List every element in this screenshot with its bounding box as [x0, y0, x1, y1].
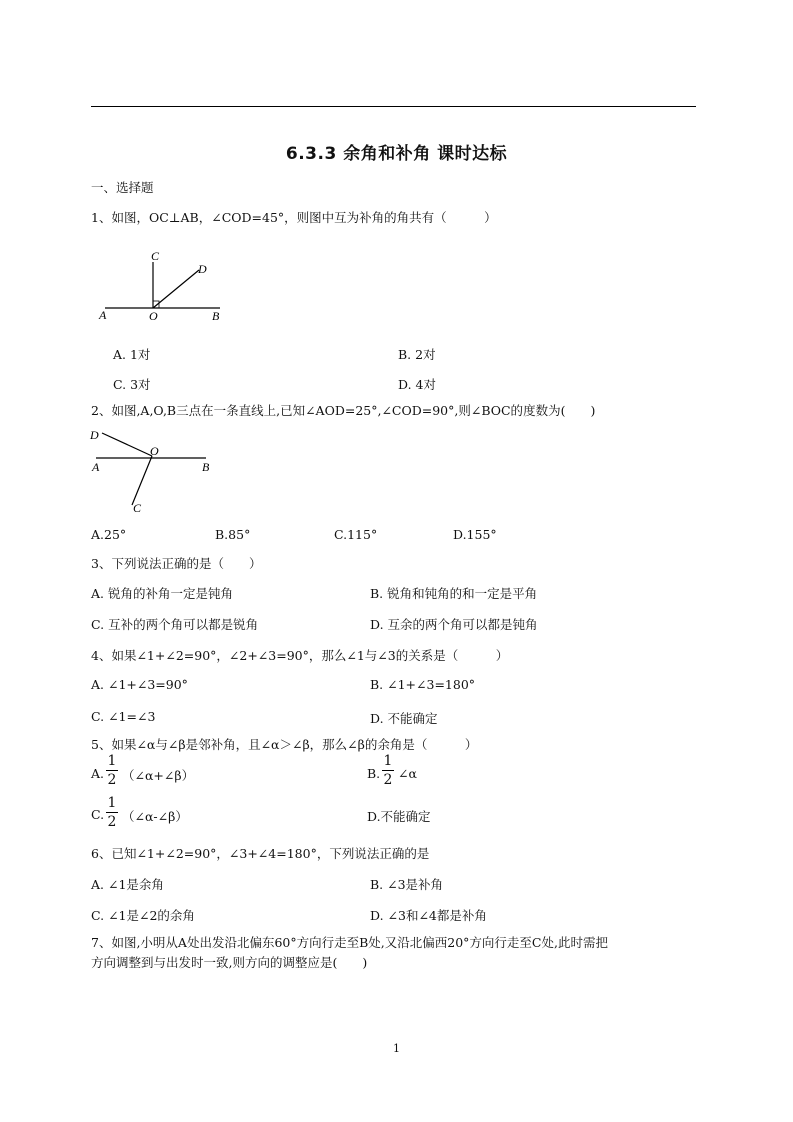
q2-label-d: D	[90, 428, 99, 442]
q2-option-c: C.115°	[334, 527, 378, 542]
fraction-bar	[106, 812, 118, 813]
fraction-denominator: 2	[383, 772, 393, 788]
q1-option-a: A. 1对	[113, 347, 151, 362]
q1-option-d: D. 4对	[398, 377, 436, 392]
q2-label-a: A	[92, 460, 100, 474]
fraction-numerator: 1	[107, 753, 117, 769]
q4-option-c: C. ∠1=∠3	[91, 709, 156, 724]
q4-option-a: A. ∠1+∠3=90°	[91, 677, 188, 692]
q5-option-d: D.不能确定	[367, 809, 431, 824]
q6-stem: 6、已知∠1+∠2=90°，∠3+∠4=180°，下列说法正确的是	[91, 846, 430, 861]
q3-option-b: B. 锐角和钝角的和一定是平角	[370, 586, 538, 601]
q5-option-a-prefix: A.	[91, 766, 105, 781]
q5-option-b-text: ∠α	[398, 766, 417, 781]
q5-option-c-prefix: C.	[91, 807, 105, 822]
q1-option-b: B. 2对	[398, 347, 436, 362]
q3-option-a: A. 锐角的补角一定是钝角	[91, 586, 233, 601]
q6-option-b: B. ∠3是补角	[370, 877, 444, 892]
fraction-bar	[382, 770, 394, 771]
q2-figure	[88, 425, 218, 517]
q2-label-o: O	[150, 444, 159, 458]
q1-label-c: C	[151, 249, 160, 263]
fraction-numerator: 1	[107, 795, 117, 811]
q2-label-c: C	[133, 501, 142, 515]
q7-stem-line2: 方向调整到与出发时一致,则方向的调整应是( )	[91, 955, 368, 970]
q2-label-b: B	[202, 460, 210, 474]
q5-stem: 5、如果∠α与∠β是邻补角，且∠α＞∠β，那么∠β的余角是（ ）	[91, 737, 478, 752]
q1-label-a: A	[99, 308, 107, 322]
section-heading: 一、选择题	[91, 180, 154, 195]
q7-stem-line1: 7、如图,小明从A处出发沿北偏东60°方向行走至B处,又沿北偏西20°方向行走至C处,此时需把	[91, 935, 608, 950]
q2-option-a: A.25°	[91, 527, 127, 542]
q6-option-c: C. ∠1是∠2的余角	[91, 908, 195, 923]
page-title: 6.3.3 余角和补角 课时达标	[285, 144, 508, 164]
fraction-denominator: 2	[107, 772, 117, 788]
q5-option-b-fraction	[382, 754, 394, 787]
q5-option-c-text: （∠α-∠β）	[122, 809, 188, 824]
q1-label-b: B	[212, 309, 220, 323]
q5-option-b-prefix: B.	[367, 766, 381, 781]
q3-option-c: C. 互补的两个角可以都是锐角	[91, 617, 259, 632]
q2-option-b: B.85°	[215, 527, 251, 542]
q6-option-a: A. ∠1是余角	[91, 877, 164, 892]
q1-option-c: C. 3对	[113, 377, 151, 392]
q2-option-d: D.155°	[453, 527, 497, 542]
q4-stem: 4、如果∠1+∠2=90°，∠2+∠3=90°，那么∠1与∠3的关系是（ ）	[91, 648, 509, 663]
fraction-numerator: 1	[383, 753, 393, 769]
fraction-bar	[106, 770, 118, 771]
q4-option-d: D. 不能确定	[370, 711, 438, 726]
q1-stem: 1、如图，OC⊥AB，∠COD=45°，则图中互为补角的角共有（ ）	[91, 210, 497, 225]
q4-option-b: B. ∠1+∠3=180°	[370, 677, 476, 692]
fraction-denominator: 2	[107, 814, 117, 830]
q3-option-d: D. 互余的两个角可以都是钝角	[370, 617, 538, 632]
q3-stem: 3、下列说法正确的是（ ）	[91, 556, 262, 571]
q2-stem: 2、如图,A,O,B三点在一条直线上,已知∠AOD=25°,∠COD=90°,则∠BOC的度数为( )	[91, 403, 596, 418]
q5-option-a-fraction	[106, 754, 118, 787]
q5-option-a-text: （∠α+∠β）	[122, 768, 195, 783]
page-number: 1	[393, 1042, 400, 1055]
header-rule	[91, 106, 696, 107]
q1-figure	[95, 246, 230, 326]
q1-label-o: O	[149, 309, 158, 323]
q1-label-d: D	[198, 262, 207, 276]
q6-option-d: D. ∠3和∠4都是补角	[370, 908, 487, 923]
q5-option-c-fraction	[106, 796, 118, 829]
